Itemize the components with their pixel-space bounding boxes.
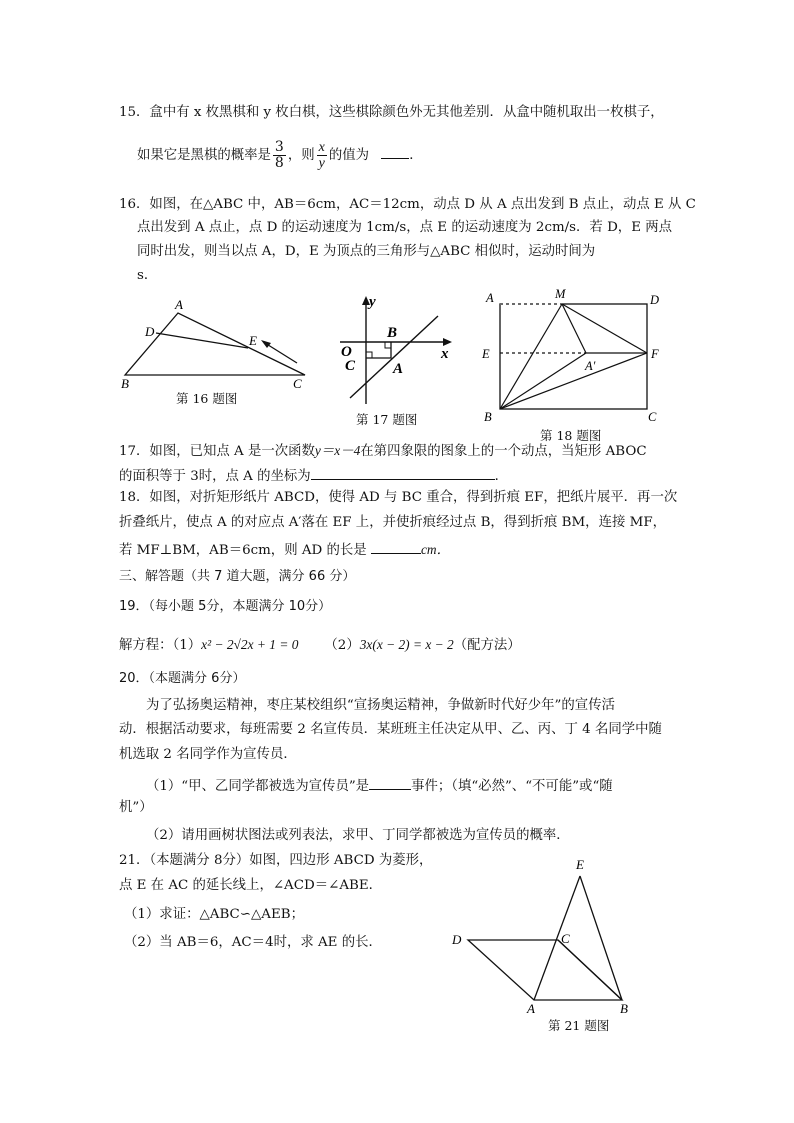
segment-be — [580, 876, 622, 1000]
q15-post: 的值为 — [328, 148, 369, 163]
q16-line2: 点出发到 A 点止，点 D 的运动速度为 1cm/s，点 E 的运动速度为 2cm/s．若 D，E 两点 — [137, 220, 673, 235]
q18-line3-text: 若 MF⊥BM，AB＝6cm，则 AD 的长是 — [119, 543, 367, 558]
q16-line1: 16．如图，在△ABC 中，AB＝6cm，AC＝12cm，动点 D 从 A 点出发到 B 点止，动点 E 从 C — [119, 197, 696, 212]
x-axis-arrow — [443, 338, 452, 346]
label-e: E — [576, 857, 584, 872]
q20-sub-2: （2）请用画树状图法或列表法，求甲、丁同学都被选为宣传员的概率． — [146, 828, 570, 843]
q20-heading: 20．（本题满分 6分） — [119, 671, 246, 686]
q15-fraction-xy: $\frac{x}{y}$ — [318, 140, 325, 171]
q20-para-3: 机选取 2 名同学作为宣传员． — [119, 747, 297, 762]
right-angle-o — [366, 352, 372, 358]
label-b: B — [620, 1001, 628, 1016]
right-angle-b — [385, 342, 391, 348]
label-a: A — [393, 361, 404, 377]
q19-lead: 解方程：（1） — [119, 638, 202, 653]
q21-line2: 点 E 在 AC 的延长线上，∠ACD＝∠ABE． — [119, 878, 382, 893]
label-b: B — [121, 376, 129, 391]
q15-fraction-prob: $\frac{3}{8}$ — [274, 139, 284, 171]
q16-line4: s． — [137, 268, 158, 283]
q18-unit: cm． — [420, 542, 450, 557]
q17-line2: 的面积等于 3时，点 A 的坐标为 ． — [119, 465, 508, 486]
q15-line1: 15．盒中有 x 枚黑棋和 y 枚白棋，这些棋除颜色外无其他差别．从盒中随机取出一枚棋子， — [119, 105, 664, 120]
label-a: A — [527, 1001, 535, 1016]
q20-para-1: 为了弘扬奥运精神，枣庄某校组织“宣扬奥运精神，争做新时代好少年”的宣传活 — [146, 698, 615, 713]
label-c: C — [293, 376, 302, 391]
q19-equation-2: 3x(x − 2) = x − 2 — [359, 637, 454, 652]
motion-arrow — [265, 343, 297, 363]
q19-equation-1: x² − 2√2x + 1 = 0 — [201, 637, 299, 652]
caption-21: 第 21 题图 — [548, 1018, 610, 1033]
q21-sub-2: （2）当 AB＝6，AC＝4时，求 AE 的长． — [124, 935, 382, 950]
q17-line1 — [119, 442, 647, 461]
q20-sub1-post: 事件；（填“必然”、“不可能”或“随 — [411, 779, 613, 794]
label-e: E — [482, 347, 490, 361]
figure-18 — [478, 287, 668, 430]
label-c: C — [648, 410, 657, 424]
q17-equation: y＝x－4 — [314, 443, 361, 458]
q20-answer-blank[interactable] — [369, 775, 411, 790]
label-a: A — [175, 297, 183, 312]
caption-17: 第 17 题图 — [356, 412, 418, 427]
label-o: O — [341, 344, 352, 360]
q18-line2: 折叠纸片，使点 A 的对应点 A′落在 EF 上，并使折痕经过点 B，得到折痕 BM，连接 MF， — [119, 515, 666, 530]
diagonal-ae — [534, 876, 580, 1000]
label-x: x — [441, 346, 449, 362]
label-c: C — [345, 358, 356, 374]
rectangle-aboc — [366, 342, 391, 358]
caption-16: 第 16 题图 — [176, 391, 238, 406]
label-a: A — [486, 291, 494, 305]
q20-sub1-pre: （1）“甲、乙同学都被选为宣传员”是 — [146, 779, 370, 794]
label-c: C — [561, 931, 570, 946]
label-f: F — [651, 347, 659, 361]
label-b: B — [484, 410, 492, 424]
q20-sub-1 — [146, 775, 613, 796]
q16-line3: 同时出发，则当以点 A，D，E 为顶点的三角形与△ABC 相似时，运动时间为 — [137, 244, 596, 259]
q19-method: （配方法） — [453, 638, 521, 653]
label-d: D — [650, 293, 660, 307]
q19-part2: （2） — [324, 638, 360, 653]
q15-pre: 如果它是黑棋的概率是 — [137, 148, 271, 163]
label-y: y — [369, 294, 376, 310]
q18-line3 — [119, 539, 450, 560]
q15-line2: 如果它是黑棋的概率是 $\frac{3}{8}$ ，则 $\frac{x}{y}$ 的值为 ． — [137, 139, 423, 171]
rectangle-abcd — [500, 304, 647, 409]
q17-answer-blank[interactable] — [311, 465, 495, 480]
q17-pre: 17．如图，已知点 A 是一次函数 — [119, 444, 315, 459]
q15-mid: ，则 — [287, 148, 315, 163]
label-b: B — [387, 325, 398, 341]
q19-heading: 19．（每小题 5分，本题满分 10分） — [119, 599, 332, 614]
q18-line1: 18．如图，对折矩形纸片 ABCD，使得 AD 与 BC 重合，得到折痕 EF，把纸片展平．再一次 — [119, 490, 678, 505]
segment-bm — [500, 304, 562, 409]
q18-answer-blank[interactable] — [371, 539, 421, 554]
q20-para-2: 动．根据活动要求，每班需要 2 名宣传员．某班班主任决定从甲、乙、丙、丁 4 名同学中随 — [119, 722, 662, 737]
section-heading: 三、解答题（共 7 道大题，满分 66 分） — [119, 569, 356, 584]
q19-equations — [119, 636, 521, 655]
figure-16 — [115, 295, 315, 390]
q21-line1: 21．（本题满分 8分）如图，四边形 ABCD 为菱形， — [119, 853, 433, 868]
figure-21 — [446, 852, 646, 1022]
q20-sub-1-cont: 机”） — [119, 800, 153, 815]
q17-line2-text: 的面积等于 3时，点 A 的坐标为 — [119, 469, 311, 484]
arrow-head — [261, 340, 271, 348]
q15-answer-blank[interactable] — [381, 144, 409, 159]
segment-mf — [562, 304, 647, 353]
q17-post: 在第四象限的图象上的一个动点，当矩形 ABOC — [360, 444, 647, 459]
label-d: D — [452, 932, 462, 947]
label-d: D — [145, 324, 155, 339]
label-e: E — [249, 333, 257, 348]
caption-18: 第 18 题图 — [540, 428, 602, 443]
label-m: M — [555, 287, 566, 301]
triangle-abc — [125, 313, 305, 375]
figure-17 — [338, 294, 460, 409]
label-a-prime: A′ — [585, 359, 596, 373]
q21-sub-1: （1）求证：△ABC∽△AEB； — [124, 907, 304, 922]
